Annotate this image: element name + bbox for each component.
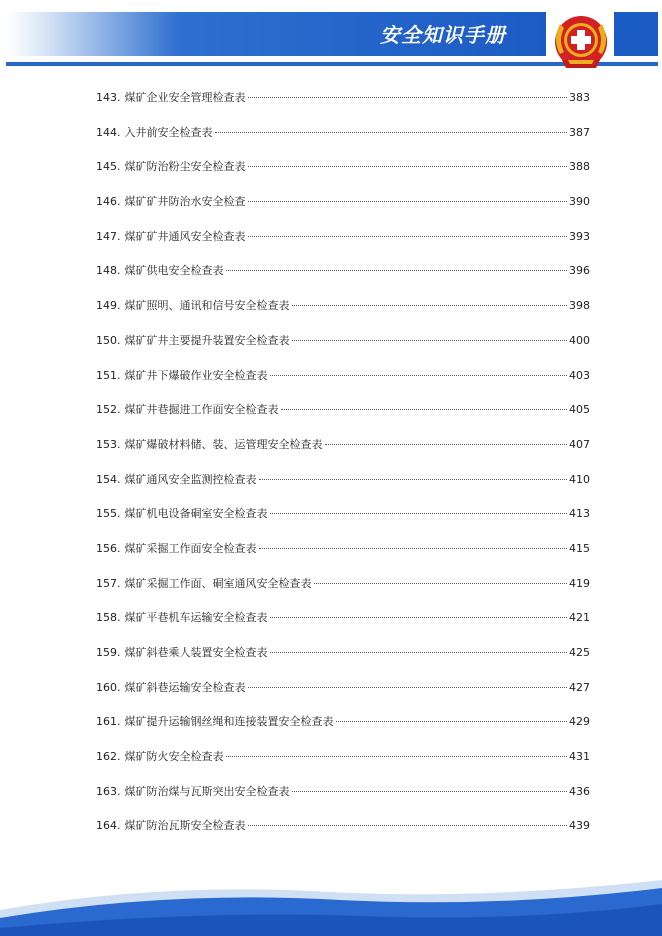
toc-entry[interactable] [96,227,590,262]
toc-entry-page: 390 [569,195,590,209]
toc-entry[interactable] [96,157,590,192]
toc-entry-title: 煤矿斜巷乘人装置安全检查表 [124,646,268,659]
toc-dot-leader [314,571,568,584]
toc-entry[interactable] [96,470,590,505]
toc-entry-number: 159. [96,646,121,659]
toc-entry-number: 160. [96,680,121,694]
toc-entry-number: 154. [96,472,121,486]
toc-entry[interactable] [96,296,590,331]
toc-dot-leader [248,189,568,202]
toc-entry[interactable] [96,643,590,678]
toc-entry-number: 152. [96,403,121,417]
toc-dot-leader [325,432,568,445]
toc-entry-page: 403 [569,368,590,382]
toc-entry-title: 煤矿斜巷运输安全检查表 [124,680,246,694]
toc-entry-title: 煤矿矿井通风安全检查表 [124,229,246,243]
toc-entry-number: 155. [96,507,121,521]
toc-entry[interactable] [96,504,590,539]
toc-entry-number: 162. [96,750,121,764]
toc-entry-title: 煤矿防火安全检查表 [124,750,224,764]
toc-entry-title: 煤矿企业安全管理检查表 [124,91,246,104]
toc-entry-page: 415 [569,541,590,555]
toc-entry-title: 煤矿采掘工作面安全检查表 [124,541,257,555]
toc-entry[interactable] [96,331,590,366]
toc-dot-leader [270,501,568,514]
header-title: 安全知识手册 [380,23,506,47]
toc-entry-page: 421 [569,611,590,625]
toc-entry-number: 157. [96,576,121,590]
toc-entry-number: 147. [96,229,121,243]
toc-entry-title: 煤矿防治粉尘安全检查表 [124,160,246,174]
toc-entry-page: 427 [569,680,590,694]
toc-entry-number: 156. [96,541,121,555]
toc-entry[interactable] [96,366,590,401]
toc-entry[interactable] [96,192,590,227]
header-band-right [614,12,658,56]
toc-entry-number: 146. [96,195,121,209]
toc-entry-page: 425 [569,646,590,659]
toc-dot-leader [259,467,568,480]
toc-entry[interactable] [96,88,590,123]
toc-dot-leader [215,120,568,133]
toc-entry[interactable] [96,123,590,158]
toc-entry-title: 煤矿机电设备硐室安全检查表 [124,507,268,521]
toc-entry-number: 163. [96,784,121,798]
toc-dot-leader [292,293,568,306]
toc-entry-page: 398 [569,299,590,313]
toc-entry[interactable] [96,574,590,609]
toc-dot-leader [248,154,568,167]
toc-entry-number: 164. [96,819,121,833]
toc-entry[interactable] [96,608,590,643]
toc-entry-title: 煤矿井下爆破作业安全检查表 [124,368,268,382]
toc-entry-page: 396 [569,264,590,278]
toc-entry-number: 143. [96,91,121,104]
toc-entry-number: 148. [96,264,121,278]
toc-dot-leader [226,744,568,757]
toc-entry[interactable] [96,261,590,296]
toc-entry-page: 436 [569,784,590,798]
toc-entry[interactable] [96,539,590,574]
toc-entry-number: 149. [96,299,121,313]
toc-entry-page: 400 [569,333,590,347]
toc-dot-leader [248,675,568,688]
toc-entry-page: 405 [569,403,590,417]
toc-entry[interactable] [96,400,590,435]
footer-wave [0,870,662,936]
toc-dot-leader [270,363,568,376]
toc-dot-leader [292,779,568,792]
toc-dot-leader [248,85,568,98]
toc-dot-leader [259,536,568,549]
toc-entry-page: 419 [569,576,590,590]
toc-entry-title: 煤矿供电安全检查表 [124,264,224,278]
toc-entry-number: 153. [96,437,121,451]
toc-entry-title: 煤矿防治瓦斯安全检查表 [124,819,246,833]
toc-entry-title: 煤矿井巷掘进工作面安全检查表 [124,403,279,417]
toc-entry[interactable] [96,782,590,817]
safety-cross-emblem-icon [548,10,614,72]
toc-entry-page: 393 [569,229,590,243]
toc-entry[interactable] [96,678,590,713]
toc-entry-title: 煤矿矿井防治水安全检查 [124,195,246,209]
toc-entry-title: 入井前安全检查表 [124,125,213,139]
toc-entry-number: 151. [96,368,121,382]
toc-entry-page: 383 [569,91,590,104]
toc-entry-page: 413 [569,507,590,521]
toc-entry-title: 煤矿照明、通讯和信号安全检查表 [124,299,290,313]
toc-dot-leader [292,328,568,341]
toc-entry-number: 145. [96,160,121,174]
toc-entry-title: 煤矿提升运输钢丝绳和连接装置安全检查表 [124,715,334,729]
toc-dot-leader [248,813,568,826]
toc-entry[interactable] [96,747,590,782]
table-of-contents [96,88,590,851]
toc-entry-page: 388 [569,160,590,174]
toc-entry-title: 煤矿防治煤与瓦斯突出安全检查表 [124,784,290,798]
page-header [0,0,662,80]
toc-dot-leader [270,605,568,618]
toc-entry-number: 161. [96,715,121,729]
toc-entry[interactable] [96,816,590,851]
toc-entry-number: 158. [96,611,121,625]
toc-entry-page: 407 [569,437,590,451]
toc-entry-title: 煤矿爆破材料储、装、运管理安全检查表 [124,437,323,451]
toc-entry[interactable] [96,435,590,470]
toc-entry-title: 煤矿矿井主要提升装置安全检查表 [124,333,290,347]
toc-entry-page: 410 [569,472,590,486]
toc-dot-leader [248,224,568,237]
toc-entry-page: 387 [569,125,590,139]
toc-entry-page: 429 [569,715,590,729]
toc-dot-leader [336,709,568,722]
toc-entry[interactable] [96,712,590,747]
toc-entry-number: 150. [96,333,121,347]
toc-entry-title: 煤矿采掘工作面、硐室通风安全检查表 [124,576,312,590]
toc-entry-title: 煤矿通风安全监测控检查表 [124,472,257,486]
toc-entry-page: 439 [569,819,590,833]
toc-dot-leader [270,640,568,653]
toc-entry-number: 144. [96,125,121,139]
toc-dot-leader [226,258,568,271]
toc-dot-leader [281,397,568,410]
toc-entry-page: 431 [569,750,590,764]
toc-entry-title: 煤矿平巷机车运输安全检查表 [124,611,268,625]
